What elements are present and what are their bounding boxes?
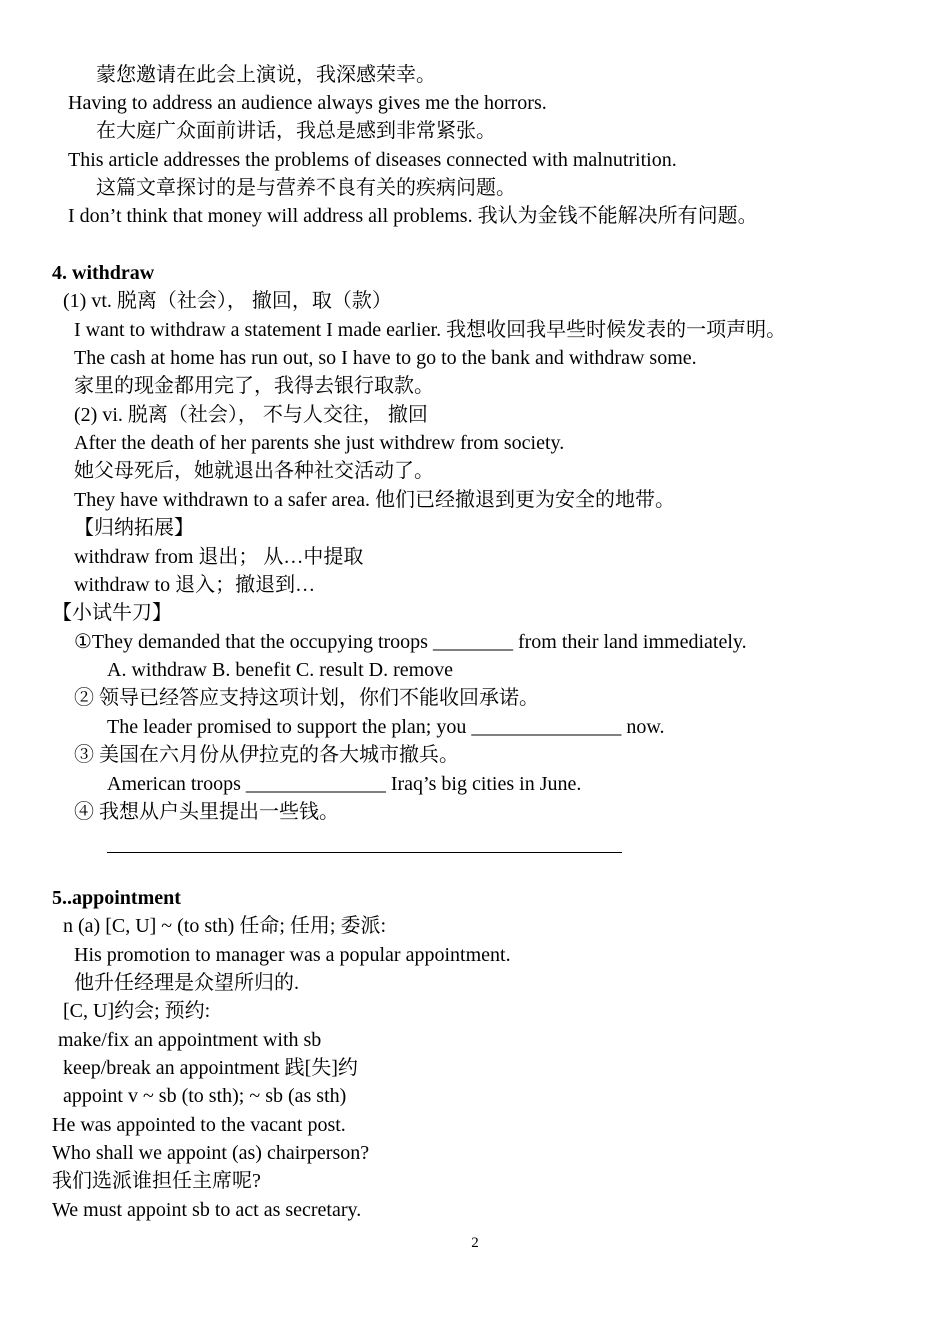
exercise-blank-line: American troops ______________ Iraq’s big cities in June. [107,773,582,795]
example-line: We must appoint sb to act as secretary. [52,1199,362,1221]
exercise-options: A. withdraw B. benefit C. result D. remove [107,659,454,681]
exercise-blank-line: The leader promised to support the plan; you _______________ now. [107,716,665,738]
section-heading-appointment: 5..appointment [52,887,181,909]
text-line: 蒙您邀请在此会上演说，我深感荣幸。 [96,64,436,86]
example-line: 他升任经理是众望所归的. [74,972,299,994]
text-line: Having to address an audience always gives me the horrors. [68,92,547,114]
definition-line: [C, U]约会; 预约: [63,1000,211,1022]
exercise-question: ①They demanded that the occupying troops ________ from their land immediately. [74,631,747,653]
exercise-question: ③ 美国在六月份从伊拉克的各大城市撤兵。 [74,744,459,766]
example-line: I want to withdraw a statement I made earlier. 我想收回我早些时候发表的一项声明。 [74,319,787,341]
text-line: 这篇文章探讨的是与营养不良有关的疾病问题。 [96,177,516,199]
example-line: They have withdrawn to a safer area. 他们已经撤退到更为安全的地带。 [74,489,675,511]
section-heading-withdraw: 4. withdraw [52,262,155,284]
phrase-line: withdraw from 退出； 从…中提取 [74,546,364,568]
phrase-line: make/fix an appointment with sb [58,1029,322,1051]
example-line: The cash at home has run out, so I have to go to the bank and withdraw some. [74,347,697,369]
example-line: Who shall we appoint (as) chairperson? [52,1142,370,1164]
definition-line: appoint v ~ sb (to sth); ~ sb (as sth) [63,1085,347,1107]
subheading-practice: 【小试牛刀】 [52,602,172,624]
example-line: 我们选派谁担任主席呢? [52,1170,261,1192]
text-line: 在大庭广众面前讲话，我总是感到非常紧张。 [96,120,496,142]
definition-line: n (a) [C, U] ~ (to sth) 任命; 任用; 委派: [63,915,387,937]
exercise-question: ④ 我想从户头里提出一些钱。 [74,801,339,823]
example-line: 她父母死后，她就退出各种社交活动了。 [74,460,434,482]
example-line: He was appointed to the vacant post. [52,1114,346,1136]
example-line: After the death of her parents she just withdrew from society. [74,432,565,454]
exercise-question: ② 领导已经答应支持这项计划，你们不能收回承诺。 [74,687,539,709]
phrase-line: withdraw to 退入；撤退到… [74,574,316,596]
phrase-line: keep/break an appointment 践[失]约 [63,1057,358,1079]
example-line: His promotion to manager was a popular appointment. [74,944,511,966]
definition-line: (1) vt. 脱离（社会）， 撤回，取（款） [63,290,392,312]
text-line: This article addresses the problems of diseases connected with malnutrition. [68,149,677,171]
example-line: 家里的现金都用完了，我得去银行取款。 [74,375,434,397]
definition-line: (2) vi. 脱离（社会）， 不与人交往， 撤回 [74,404,428,426]
subheading-extension: 【归纳拓展】 [74,517,194,539]
text-line: I don’t think that money will address all problems. 我认为金钱不能解决所有问题。 [68,205,758,227]
answer-blank-rule [107,852,622,853]
page-number: 2 [471,1235,479,1251]
